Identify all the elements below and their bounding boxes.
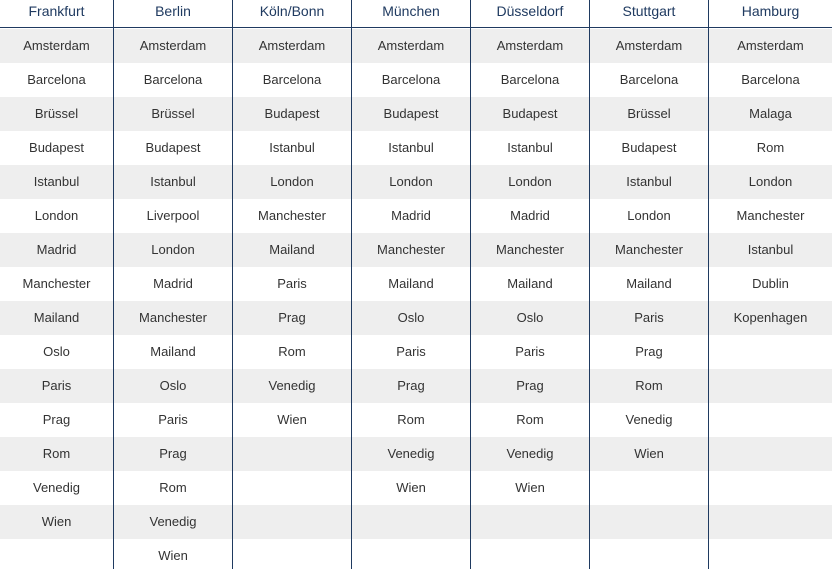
column-header: Düsseldorf <box>496 3 564 19</box>
column-header: Köln/Bonn <box>259 3 325 19</box>
city-cell: Prag <box>635 344 663 359</box>
city-cell: Wien <box>515 480 545 495</box>
city-cell: Venedig <box>33 480 80 495</box>
column-header: Stuttgart <box>622 3 676 19</box>
city-cell: Mailand <box>626 276 672 291</box>
city-cell: Barcelona <box>262 72 322 87</box>
city-cell: Amsterdam <box>496 38 564 53</box>
column-divider <box>470 0 471 569</box>
city-cell: Brüssel <box>34 106 79 121</box>
city-cell: Prag <box>516 378 544 393</box>
city-cell: Venedig <box>387 446 435 461</box>
city-cell: Oslo <box>159 378 187 393</box>
city-cell: Prag <box>278 310 306 325</box>
city-cell: Wien <box>634 446 664 461</box>
city-cell: Madrid <box>391 208 431 223</box>
city-cell: Liverpool <box>146 208 200 223</box>
city-cell: Mailand <box>269 242 315 257</box>
city-cell: London <box>151 242 195 257</box>
city-cell: Rom <box>756 140 785 155</box>
city-cell: Venedig <box>506 446 554 461</box>
city-cell: Wien <box>277 412 307 427</box>
city-cell: Barcelona <box>741 72 800 87</box>
city-cell: Amsterdam <box>377 38 445 53</box>
city-cell: London <box>34 208 79 223</box>
column-divider <box>351 0 352 569</box>
city-cell: Amsterdam <box>615 38 683 53</box>
city-cell: Brüssel <box>627 106 671 121</box>
city-cell: Malaga <box>749 106 792 121</box>
city-cell: Prag <box>42 412 71 427</box>
column-header: Frankfurt <box>28 3 85 19</box>
city-cell: Barcelona <box>27 72 86 87</box>
city-cell: Budapest <box>264 106 320 121</box>
city-cell: Amsterdam <box>23 38 90 53</box>
city-cell: Amsterdam <box>737 38 804 53</box>
city-cell: Venedig <box>625 412 673 427</box>
city-cell: London <box>389 174 433 189</box>
city-cell: Paris <box>396 344 426 359</box>
column-divider <box>708 0 709 569</box>
column-header: Hamburg <box>741 3 800 19</box>
city-cell: Oslo <box>516 310 544 325</box>
city-cell: Mailand <box>33 310 80 325</box>
column-divider <box>113 0 114 569</box>
city-cell: Istanbul <box>747 242 794 257</box>
city-cell: Istanbul <box>150 174 196 189</box>
city-cell: Madrid <box>153 276 193 291</box>
city-cell: Prag <box>159 446 187 461</box>
city-cell: Manchester <box>22 276 91 291</box>
city-cell: Barcelona <box>381 72 441 87</box>
city-cell: Rom <box>635 378 663 393</box>
city-cell: Paris <box>277 276 307 291</box>
city-cell: Barcelona <box>500 72 560 87</box>
city-cell: Rom <box>42 446 71 461</box>
city-cell: Kopenhagen <box>733 310 808 325</box>
city-cell: Paris <box>515 344 545 359</box>
city-cell: Wien <box>396 480 426 495</box>
city-cell: Rom <box>278 344 306 359</box>
city-cell: Istanbul <box>507 140 553 155</box>
city-cell: Istanbul <box>388 140 434 155</box>
column-header: München <box>382 3 440 19</box>
city-cell: Manchester <box>615 242 683 257</box>
city-cell: Wien <box>41 514 72 529</box>
city-cell: Barcelona <box>143 72 203 87</box>
column-divider <box>232 0 233 569</box>
city-cell: Oslo <box>397 310 425 325</box>
city-cell: Madrid <box>36 242 77 257</box>
city-cell: Mailand <box>388 276 434 291</box>
city-cell: Budapest <box>29 140 84 155</box>
city-cell: London <box>508 174 552 189</box>
city-cell: Barcelona <box>619 72 679 87</box>
city-cell: London <box>270 174 314 189</box>
city-cell: Rom <box>397 412 425 427</box>
city-cell: Amsterdam <box>139 38 207 53</box>
city-cell: Madrid <box>510 208 550 223</box>
column-header: Berlin <box>155 3 191 19</box>
city-cell: Istanbul <box>269 140 315 155</box>
city-cell: Manchester <box>377 242 445 257</box>
city-cell: Istanbul <box>626 174 672 189</box>
city-cell: Budapest <box>383 106 439 121</box>
city-cell: London <box>748 174 793 189</box>
city-cell: Rom <box>159 480 187 495</box>
city-cell: Manchester <box>258 208 326 223</box>
city-cell: Venedig <box>268 378 316 393</box>
city-cell: London <box>627 208 671 223</box>
city-cell: Manchester <box>139 310 207 325</box>
city-cell: Budapest <box>502 106 558 121</box>
city-cell: Rom <box>516 412 544 427</box>
city-cell: Mailand <box>150 344 196 359</box>
column-divider <box>589 0 590 569</box>
city-cell: Paris <box>634 310 664 325</box>
city-cell: Amsterdam <box>258 38 326 53</box>
city-cell: Venedig <box>149 514 197 529</box>
city-cell: Budapest <box>145 140 201 155</box>
city-cell: Oslo <box>43 344 70 359</box>
city-cell: Budapest <box>621 140 677 155</box>
city-cell: Mailand <box>507 276 553 291</box>
city-cell: Wien <box>158 548 188 563</box>
city-cell: Paris <box>41 378 72 393</box>
city-cell: Istanbul <box>33 174 80 189</box>
city-cell: Paris <box>158 412 188 427</box>
city-cell: Manchester <box>736 208 805 223</box>
city-cell: Prag <box>397 378 425 393</box>
city-cell: Brüssel <box>151 106 195 121</box>
city-cell: Dublin <box>752 276 789 291</box>
city-cell: Manchester <box>496 242 564 257</box>
